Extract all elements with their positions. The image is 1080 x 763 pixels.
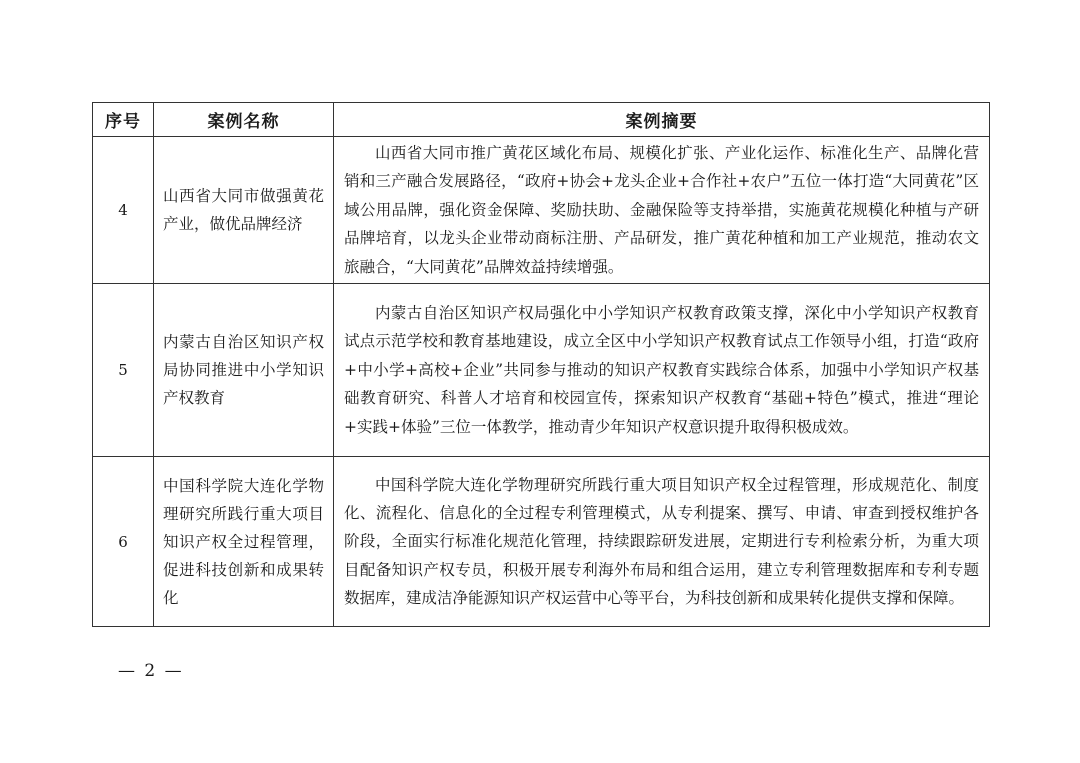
page-number: — 2 — xyxy=(118,661,184,681)
case-num: 5 xyxy=(93,284,154,457)
table-row xyxy=(93,284,990,457)
table-row xyxy=(93,457,990,627)
header-num: 序号 xyxy=(93,103,154,137)
case-name: 中国科学院大连化学物理研究所践行重大项目知识产权全过程管理，促进科技创新和成果转化 xyxy=(154,457,334,627)
table-header xyxy=(93,103,990,137)
header-name: 案例名称 xyxy=(154,103,334,137)
header-row xyxy=(93,103,990,137)
case-num: 4 xyxy=(93,137,154,284)
table-row xyxy=(93,137,990,284)
header-summary: 案例摘要 xyxy=(334,103,990,137)
case-table xyxy=(92,102,990,627)
case-summary: 山西省大同市推广黄花区域化布局、规模化扩张、产业化运作、标准化生产、品牌化营销和三产融合发展路径，“政府+协会+龙头企业+合作社+农户”五位一体打造“大同黄花”区域公用品牌，强化资金保障、奖励扶助、金融保险等支持举措，实施黄花规模化种植与产研品牌培育，以龙头企业带动商标注册、产品研发，推广黄花种植和加工产业规范，推动农文旅融合，“大同黄花”品牌效益持续增强。 xyxy=(334,137,990,284)
case-name: 内蒙古自治区知识产权局协同推进中小学知识产权教育 xyxy=(154,284,334,457)
table-body xyxy=(93,137,990,627)
case-summary: 中国科学院大连化学物理研究所践行重大项目知识产权全过程管理，形成规范化、制度化、流程化、信息化的全过程专利管理模式，从专利提案、撰写、申请、审查到授权维护各阶段，全面实行标准化规范化管理，持续跟踪研发进展，定期进行专利检索分析，为重大项目配备知识产权专员，积极开展专利海外布局和组合运用，建立专利管理数据库和专利专题数据库，建成洁净能源知识产权运营中心等平台，为科技创新和成果转化提供支撑和保障。 xyxy=(334,457,990,627)
case-summary: 内蒙古自治区知识产权局强化中小学知识产权教育政策支撑，深化中小学知识产权教育试点示范学校和教育基地建设，成立全区中小学知识产权教育试点工作领导小组，打造“政府+中小学+高校+企业”共同参与推动的知识产权教育实践综合体系，加强中小学知识产权基础教育研究、科普人才培育和校园宣传，探索知识产权教育“基础+特色”模式，推进“理论+实践+体验”三位一体教学，推动青少年知识产权意识提升取得积极成效。 xyxy=(334,284,990,457)
case-name: 山西省大同市做强黄花产业，做优品牌经济 xyxy=(154,137,334,284)
case-num: 6 xyxy=(93,457,154,627)
